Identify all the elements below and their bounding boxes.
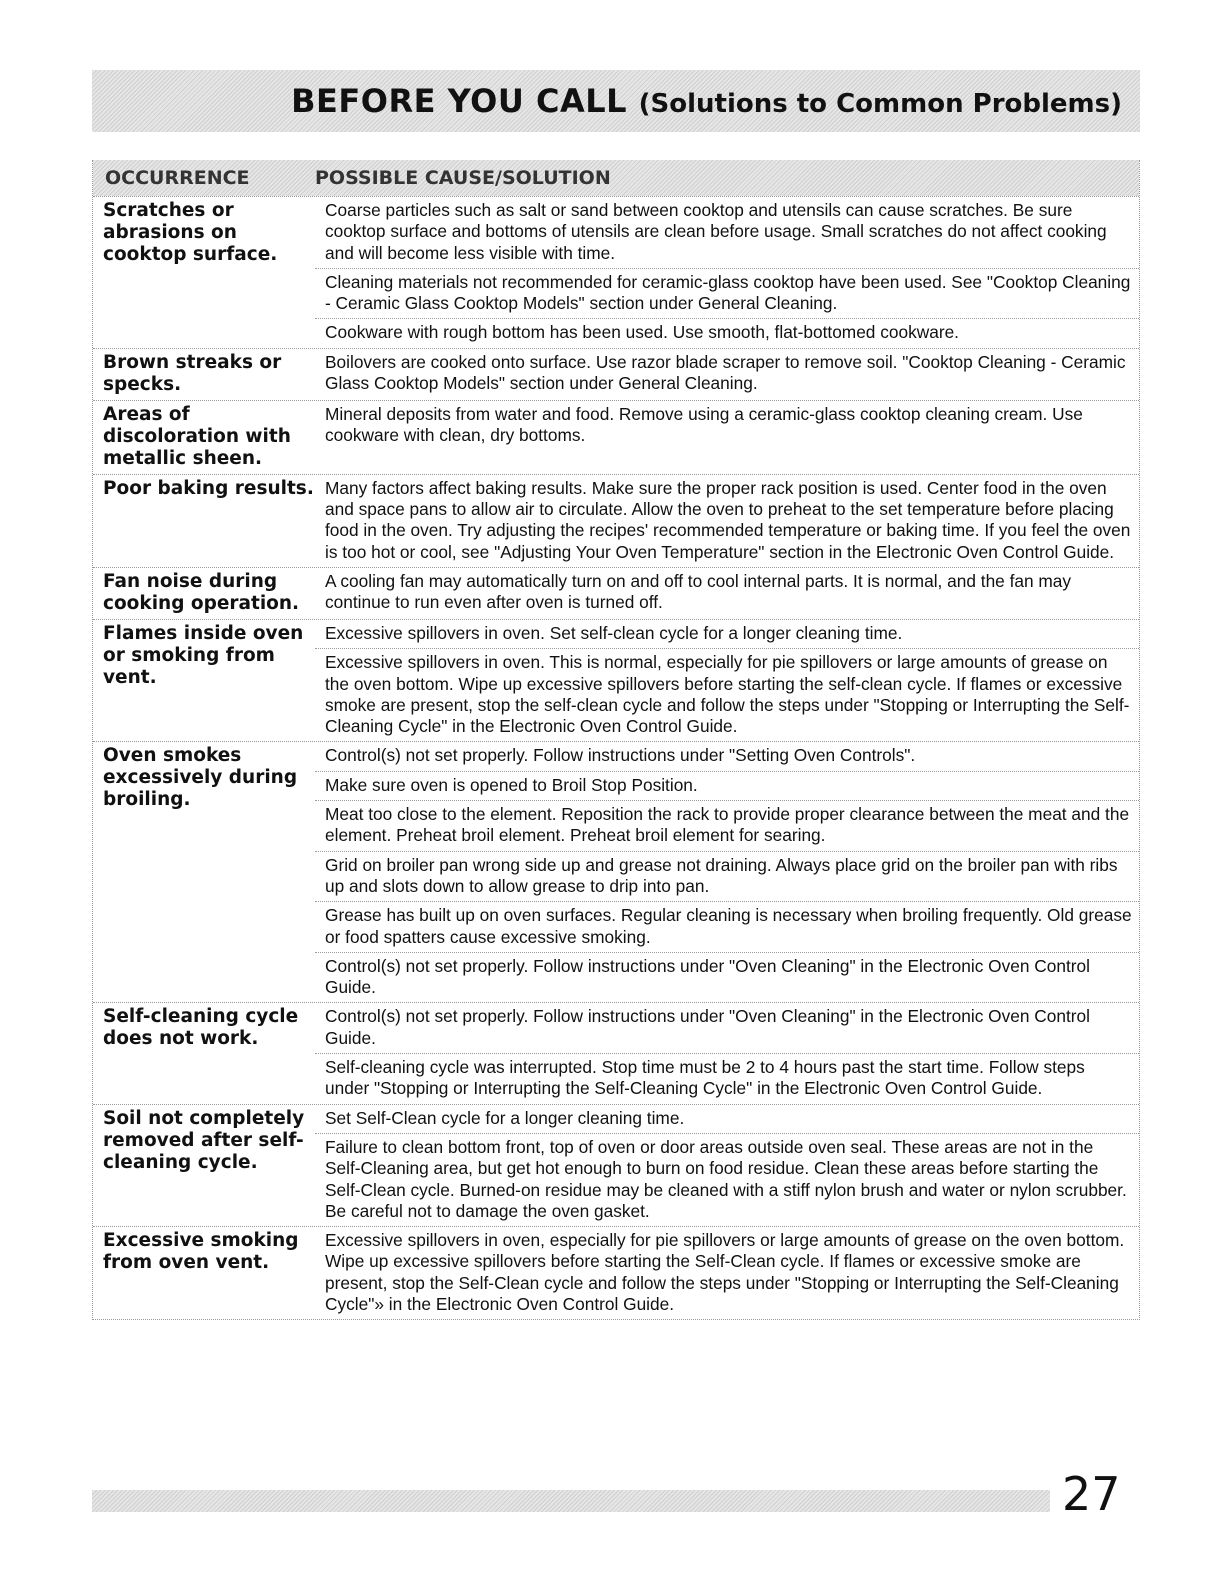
solution-item: Failure to clean bottom front, top of oven or door areas outside oven seal. These areas are not in the Self-Cleaning area, but get hot enough to burn on food residue. Clean these areas before starting the Self-Clean cycle. Burned-on residue may be cleaned with a stiff nylon brush and water or nylon scrubber. Be careful not to damage the oven gasket. — [315, 1133, 1139, 1226]
solution-item: Meat too close to the element. Reposition the rack to provide proper clearance between the meat and the element. Preheat broil element. Preheat broil element for searing. — [315, 800, 1139, 851]
page-banner — [92, 70, 1140, 132]
page-title-subtitle: (Solutions to Common Problems) — [638, 89, 1122, 119]
solution-cell — [315, 1003, 1139, 1103]
solution-item: Cookware with rough bottom has been used. Use smooth, flat-bottomed cookware. — [315, 318, 1139, 347]
table-header — [93, 160, 1139, 196]
occurrence-cell: Soil not completely removed after self-cleaning cycle. — [103, 1107, 305, 1173]
solution-item: A cooling fan may automatically turn on and off to cool internal parts. It is normal, and the fan may continue to run even after oven is turned off. — [325, 570, 1072, 613]
solution-item: Cleaning materials not recommended for ceramic-glass cooktop have been used. See "Cooktop Cleaning - Ceramic Glass Cooktop Models" section under General Cleaning. — [315, 268, 1139, 319]
solution-cell — [315, 401, 1139, 474]
table-row — [93, 474, 1139, 567]
solution-item: Many factors affect baking results. Make sure the proper rack position is used. Center food in the oven and space pans to allow air to circulate. Allow the oven to preheat to the set temperature before placing food in the oven. Try adjusting the recipes' recommended temperature or baking time. If you feel the oven is too hot or cool, see "Adjusting Your Oven Temperature" section in the Electronic Oven Control Guide. — [325, 477, 1131, 562]
table-row — [93, 1226, 1139, 1319]
column-header-occurrence: OCCURRENCE — [105, 167, 250, 189]
solution-item: Control(s) not set properly. Follow instructions under "Setting Oven Controls". — [325, 745, 916, 766]
occurrence-cell: Areas of discoloration with metallic sheen. — [103, 403, 291, 469]
solution-item: Excessive spillovers in oven, especially for pie spillovers or large amounts of grease on the oven bottom. Wipe up excessive spillovers before starting the Self-Clean cycle. If flames or excessive smoke are present, stop the Self-Clean cycle and follow the steps under "Stopping or Interrupting the Self-Cleaning Cycle"» in the Electronic Oven Control Guide. — [325, 1230, 1125, 1314]
occurrence-cell: Excessive smoking from oven vent. — [103, 1230, 299, 1274]
solution-item: Mineral deposits from water and food. Remove using a ceramic-glass cooktop cleaning cream. Use cookware with clean, dry bottoms. — [325, 403, 1083, 446]
page-number: 27 — [1062, 1467, 1121, 1521]
table-row — [93, 567, 1139, 619]
page-title-main: BEFORE YOU CALL — [291, 82, 627, 120]
solution-item: Excessive spillovers in oven. Set self-clean cycle for a longer cleaning time. — [325, 622, 903, 643]
occurrence-cell: Fan noise during cooking operation. — [103, 570, 300, 614]
solution-cell — [315, 742, 1139, 1002]
solution-cell — [315, 1227, 1139, 1319]
occurrence-cell: Poor baking results. — [103, 477, 314, 499]
solution-cell — [315, 568, 1139, 619]
occurrence-cell: Scratches or abrasions on cooktop surface. — [103, 200, 278, 265]
solution-item: Self-cleaning cycle was interrupted. Stop time must be 2 to 4 hours past the start time. Follow steps under "Stopping or Interrupting the Self-Cleaning Cycle" in the Electronic Oven Control Guide. — [315, 1053, 1139, 1104]
solution-cell — [315, 1105, 1139, 1226]
solution-cell — [315, 349, 1139, 400]
occurrence-cell: Self-cleaning cycle does not work. — [103, 1006, 299, 1050]
solution-item: Make sure oven is opened to Broil Stop Position. — [315, 771, 1139, 800]
solution-item: Coarse particles such as salt or sand between cooktop and utensils can cause scratches. Be sure cooktop surface and bottoms of utensils are clean before usage. Small scratches do not affect cooking and will become less visible with time. — [325, 200, 1107, 263]
table-row — [93, 196, 1139, 348]
occurrence-cell: Oven smokes excessively during broiling. — [103, 745, 298, 811]
footer-bar — [92, 1490, 1050, 1512]
solution-cell — [315, 475, 1139, 567]
solution-item: Set Self-Clean cycle for a longer cleaning time. — [325, 1107, 685, 1128]
table-row — [93, 348, 1139, 400]
solution-item: Grease has built up on oven surfaces. Regular cleaning is necessary when broiling frequently. Old grease or food spatters cause excessive smoking. — [315, 901, 1139, 952]
solution-item: Grid on broiler pan wrong side up and grease not draining. Always place grid on the broiler pan with ribs up and slots down to allow grease to drip into pan. — [315, 851, 1139, 902]
table-row — [93, 1104, 1139, 1226]
solution-item: Boilovers are cooked onto surface. Use razor blade scraper to remove soil. "Cooktop Cleaning - Ceramic Glass Cooktop Models" section under General Cleaning. — [325, 351, 1126, 394]
solution-item: Control(s) not set properly. Follow instructions under "Oven Cleaning" in the Electronic Oven Control Guide. — [325, 1006, 1090, 1048]
solution-item: Control(s) not set properly. Follow instructions under "Oven Cleaning" in the Electronic Oven Control Guide. — [315, 952, 1139, 1003]
table-row — [93, 400, 1139, 474]
table-row — [93, 619, 1139, 741]
table-row — [93, 741, 1139, 1002]
solution-cell — [315, 620, 1139, 741]
solution-item: Excessive spillovers in oven. This is normal, especially for pie spillovers or large amounts of grease on the oven bottom. Wipe up excessive spillovers before starting the self-clean cycle. If flames or excessive smoke are present, stop the self-clean cycle and follow the steps under "Stopping or Interrupting the Self-Cleaning Cycle" in the Electronic Oven Control Guide. — [315, 648, 1139, 741]
page-title — [291, 82, 1122, 120]
table-body — [93, 196, 1139, 1319]
solution-cell — [315, 197, 1139, 348]
table-row — [93, 1002, 1139, 1103]
column-header-solution: POSSIBLE CAUSE/SOLUTION — [315, 167, 611, 189]
occurrence-cell: Flames inside oven or smoking from vent. — [103, 622, 304, 688]
occurrence-cell: Brown streaks or specks. — [103, 351, 282, 395]
troubleshooting-table — [92, 160, 1140, 1320]
